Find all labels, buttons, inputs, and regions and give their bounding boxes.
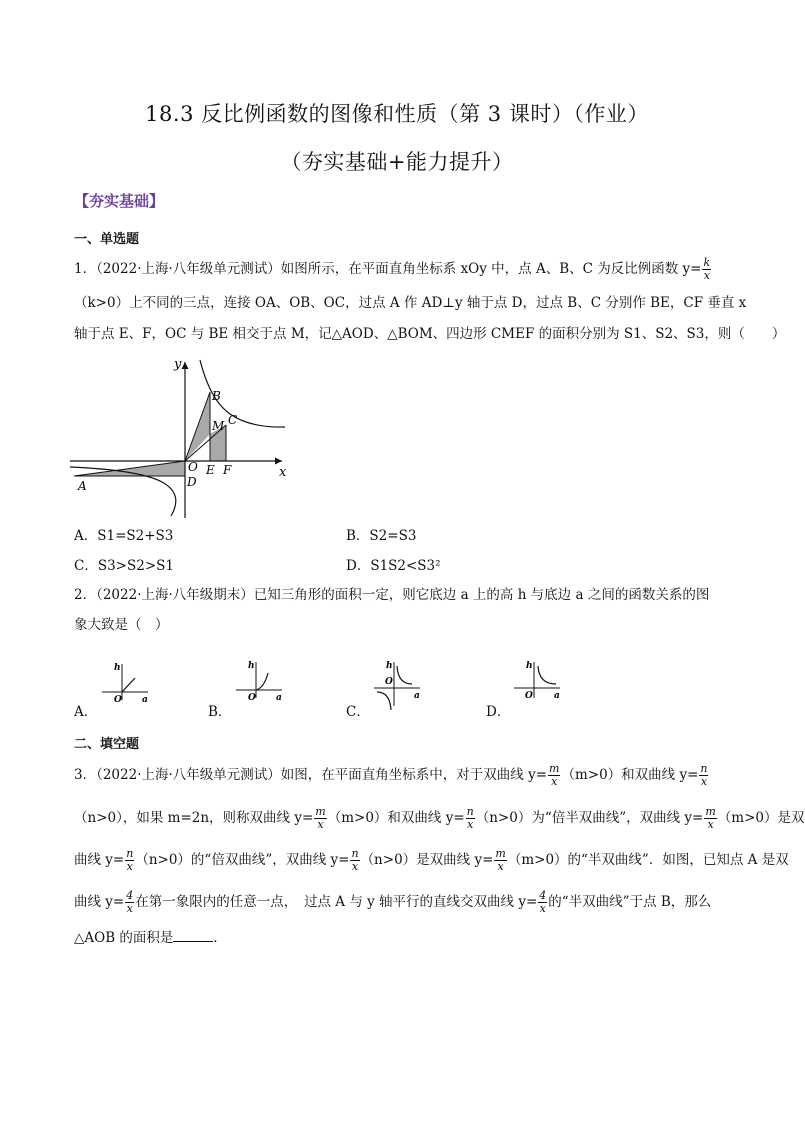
svg-text:a: a bbox=[142, 695, 148, 705]
label-f: F bbox=[223, 463, 232, 477]
label-c: C bbox=[228, 413, 238, 427]
svg-text:a: a bbox=[414, 691, 420, 701]
label-y: y bbox=[174, 357, 182, 372]
q1-text: 1．（2022·上海·八年级单元测试）如图所示，在平面直角坐标系 xOy 中，点 A、B、C 为反比例函数 y= bbox=[74, 261, 702, 277]
q1-line-1 bbox=[74, 257, 724, 282]
fraction: $\frac{4}{x}$ bbox=[539, 889, 547, 915]
q2-line-1: 2．（2022·上海·八年级期末）已知三角形的面积一定，则它底边 a 上的高 h 与底边 a 之间的函数关系的图 bbox=[74, 587, 710, 603]
q3-line-1: 3．（2022·上海·八年级单元测试）如图，在平面直角坐标系中，对于双曲线 y= $\frac{m}{x}$ （m>0）和双曲线 y= $\frac{n}{x}$ bbox=[74, 762, 708, 788]
label-x: x bbox=[279, 465, 287, 480]
q2-graph-d bbox=[512, 658, 567, 703]
page-title: 18.3 反比例函数的图像和性质（第 3 课时）（作业） bbox=[145, 102, 649, 126]
section-heading: 【夯实基础】 bbox=[74, 192, 165, 210]
q2-graph-b bbox=[234, 658, 289, 703]
q2-graph-a bbox=[100, 660, 155, 705]
page-subtitle: （夯实基础+能力提升） bbox=[280, 150, 514, 174]
fraction: $\frac{m}{x}$ bbox=[315, 805, 326, 831]
label-o: O bbox=[188, 460, 198, 474]
q3-line-2: （n>0），如果 m=2n，则称双曲线 y= $\frac{m}{x}$ （m>0）和双曲线 y= $\frac{n}{x}$ （n>0）为“倍半双曲线”，双曲线 y= $\frac{m}{x}$ （m>0）是双 bbox=[74, 805, 805, 831]
label-m: M bbox=[212, 419, 225, 433]
q1-option-a[interactable]: A．S1=S2+S3 bbox=[74, 528, 174, 544]
q2-option-d[interactable]: D． bbox=[486, 704, 511, 720]
fraction: $\frac{m}{x}$ bbox=[705, 805, 716, 831]
q2-option-c[interactable]: C． bbox=[346, 704, 370, 720]
svg-text:a: a bbox=[554, 691, 560, 701]
q1-figure bbox=[70, 350, 300, 520]
fraction: $\frac{n}{x}$ bbox=[700, 762, 708, 788]
x-axis-arrow bbox=[275, 458, 282, 465]
label-d: D bbox=[187, 475, 197, 489]
label-b: B bbox=[212, 389, 221, 403]
q2-graph-c bbox=[372, 658, 427, 713]
fraction: $\frac{n}{x}$ bbox=[351, 847, 359, 873]
q2-option-a[interactable]: A． bbox=[74, 704, 98, 720]
q1-option-b[interactable]: B．S2=S3 bbox=[346, 528, 417, 544]
label-e: E bbox=[206, 463, 215, 477]
q2-line-2: 象大致是（ ） bbox=[74, 617, 169, 633]
svg-text:O: O bbox=[385, 677, 393, 687]
q1-line-3: 轴于点 E、F，OC 与 BE 相交于点 M，记△AOD、△BOM、四边形 CMEF 的面积分别为 S1、S2、S3，则（ ） bbox=[74, 326, 786, 342]
fraction: $\frac{4}{x}$ bbox=[126, 889, 134, 915]
svg-text:a: a bbox=[276, 693, 282, 703]
svg-text:O: O bbox=[248, 693, 256, 703]
q2-option-b[interactable]: B． bbox=[208, 704, 232, 720]
svg-text:h: h bbox=[248, 661, 255, 671]
q3-line-3: 曲线 y= $\frac{n}{x}$ （n>0）的“倍双曲线”，双曲线 y= $\frac{n}{x}$ （n>0）是双曲线 y= $\frac{m}{x}$ （m>0）的“半双曲线”．如图，已知点 A 是双 bbox=[74, 847, 789, 873]
q1-option-c[interactable]: C．S3>S2>S1 bbox=[74, 558, 174, 574]
label-a: A bbox=[78, 479, 87, 493]
fraction: $\frac{k}{x}$ bbox=[703, 256, 711, 282]
q3-line-5: △AOB 的面积是 ． bbox=[74, 930, 227, 946]
q3-line-4: 曲线 y= $\frac{4}{x}$ 在第一象限内的任意一点， 过点 A 与 y 轴平行的直线交双曲线 y= $\frac{4}{x}$ 的“半双曲线”于点 B，那么 bbox=[74, 889, 712, 915]
svg-text:O: O bbox=[114, 695, 122, 705]
fraction: $\frac{m}{x}$ bbox=[495, 847, 506, 873]
svg-text:h: h bbox=[114, 663, 121, 673]
y-axis-arrow bbox=[182, 362, 189, 369]
fraction: $\frac{m}{x}$ bbox=[549, 762, 560, 788]
fraction: $\frac{n}{x}$ bbox=[126, 847, 134, 873]
answer-blank[interactable] bbox=[173, 941, 213, 942]
fraction: $\frac{n}{x}$ bbox=[466, 805, 474, 831]
svg-text:h: h bbox=[526, 661, 533, 671]
part-heading-fill-in: 二、填空题 bbox=[74, 737, 140, 752]
q1-line-2: （k>0）上不同的三点，连接 OA、OB、OC，过点 A 作 AD⊥y 轴于点 D，过点 B、C 分别作 BE，CF 垂直 x bbox=[74, 295, 747, 311]
part-heading-single-choice: 一、单选题 bbox=[74, 232, 140, 247]
svg-text:h: h bbox=[386, 661, 393, 671]
svg-text:O: O bbox=[525, 691, 533, 701]
q1-option-d[interactable]: D．S1S2<S3² bbox=[346, 558, 441, 574]
